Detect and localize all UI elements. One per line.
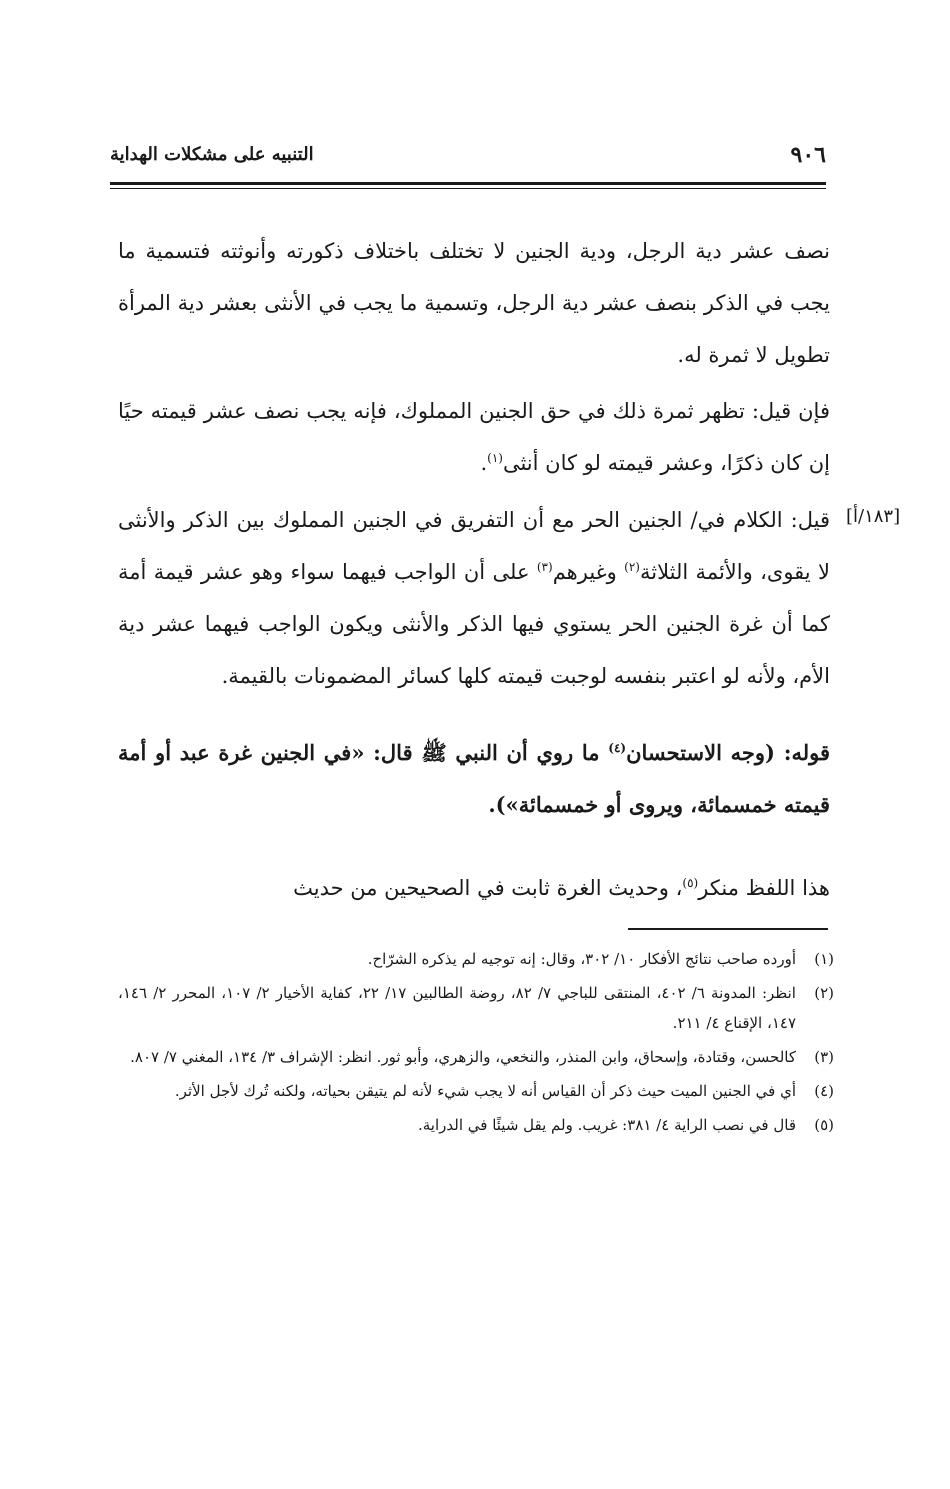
page-header [110, 138, 826, 182]
footnote-2 [118, 978, 834, 1038]
running-title: التنبيه على مشكلات الهداية [110, 144, 314, 165]
footnote-1 [118, 944, 834, 974]
footnote-ref-3[interactable]: (٣) [536, 560, 553, 574]
paragraph-5-text-b: ، وحديث الغرة ثابت في الصحيحين من حديث [293, 876, 683, 900]
footnote-text: قال في نصب الراية ٤/ ٣٨١: غريب. ولم يقل شيئًا في الدراية. [417, 1116, 796, 1134]
paragraph-1-text: نصف عشر دية الرجل، ودية الجنين لا تختلف باختلاف ذكورته وأنوثته فتسمية ما يجب في الذكر بنصف عشر دية الرجل، وتسمية ما يجب في الأنثى بعشر دية المرأة تطويل لا ثمرة له. [118, 239, 830, 367]
paragraph-1 [118, 225, 830, 381]
paragraph-4-text-a: قوله: (وجه الاستحسان [626, 740, 830, 765]
header-rule-thick [110, 182, 826, 185]
footnote-number: (٥) [814, 1116, 834, 1134]
paragraph-3-text-b: وغيرهم [552, 560, 625, 584]
paragraph-3 [118, 494, 830, 702]
footnote-text: كالحسن، وقتادة، وإسحاق، وابن المنذر، والنخعي، والزهري، وأبو ثور. انظر: الإشراف ٣/ ١٣٤، المغني ٧/ ٨٠٧. [130, 1048, 796, 1066]
footnote-number: (٤) [814, 1082, 834, 1100]
paragraph-4-quote [118, 727, 830, 831]
footnote-ref-1[interactable]: (١) [487, 451, 503, 465]
margin-folio-reference: [١٨٣/أ] [846, 506, 901, 527]
paragraph-5 [118, 862, 830, 914]
footnote-4 [118, 1076, 834, 1106]
footnote-3 [118, 1042, 834, 1072]
paragraph-5-text-a: هذا اللفظ منكر [698, 876, 830, 900]
footnote-number: (١) [814, 950, 834, 968]
footnote-5 [118, 1110, 834, 1140]
footnote-ref-4[interactable]: (٤) [608, 741, 627, 755]
page-number: ٩٠٦ [790, 142, 826, 168]
paragraph-2-end: . [480, 451, 488, 475]
paragraph-4-text-b: ما روي أن النبي ﷺ قال: «في الجنين غرة عبد أو أمة قيمته خمسمائة، ويروى أو خمسمائة»). [118, 740, 830, 817]
header-rule-thin [110, 188, 826, 189]
paragraph-2-text: فإن قيل: تظهر ثمرة ذلك في حق الجنين المملوك، فإنه يجب نصف عشر قيمته حيًا إن كان ذكرًا، وعشر قيمته لو كان أنثى [118, 399, 830, 475]
paragraph-3-text-c: على أن الواجب فيهما سواء وهو عشر قيمة أمة كما أن غرة الجنين الحر يستوي فيها الذكر والأنثى ويكون الواجب فيهما عشر دية الأم، ولأنه لو اعتبر بنفسه لوجبت قيمته كلها كسائر المضمونات بالقيمة. [118, 560, 830, 688]
footnote-separator [628, 928, 828, 930]
footnote-ref-2[interactable]: (٢) [624, 560, 640, 574]
footnote-number: (٣) [814, 1048, 834, 1066]
footnote-text: أي في الجنين الميت حيث ذكر أن القياس أنه لا يجب شيء لأنه لم يتيقن بحياته، ولكنه تُرك لأجل الأثر. [174, 1082, 796, 1100]
footnote-text: انظر: المدونة ٦/ ٤٠٢، المنتقى للباجي ٧/ ٨٢، روضة الطالبين ١٧/ ٢٢، كفاية الأخيار ٢/ ١٠٧، المحرر ٢/ ١٤٦، ١٤٧، الإقناع ٤/ ٢١١. [118, 984, 796, 1032]
footnote-ref-5[interactable]: (٥) [682, 876, 699, 890]
footnote-text: أورده صاحب نتائج الأفكار ١٠/ ٣٠٢، وقال: إنه توجيه لم يذكره الشرّاح. [367, 950, 796, 968]
footnotes [118, 944, 834, 1144]
footnote-number: (٢) [814, 984, 834, 1002]
paragraph-3-text-a: قيل: الكلام في/ الجنين الحر مع أن التفريق في الجنين المملوك بين الذكر والأنثى لا يقوى، والأئمة الثلاثة [118, 508, 830, 584]
paragraph-2 [118, 385, 830, 489]
